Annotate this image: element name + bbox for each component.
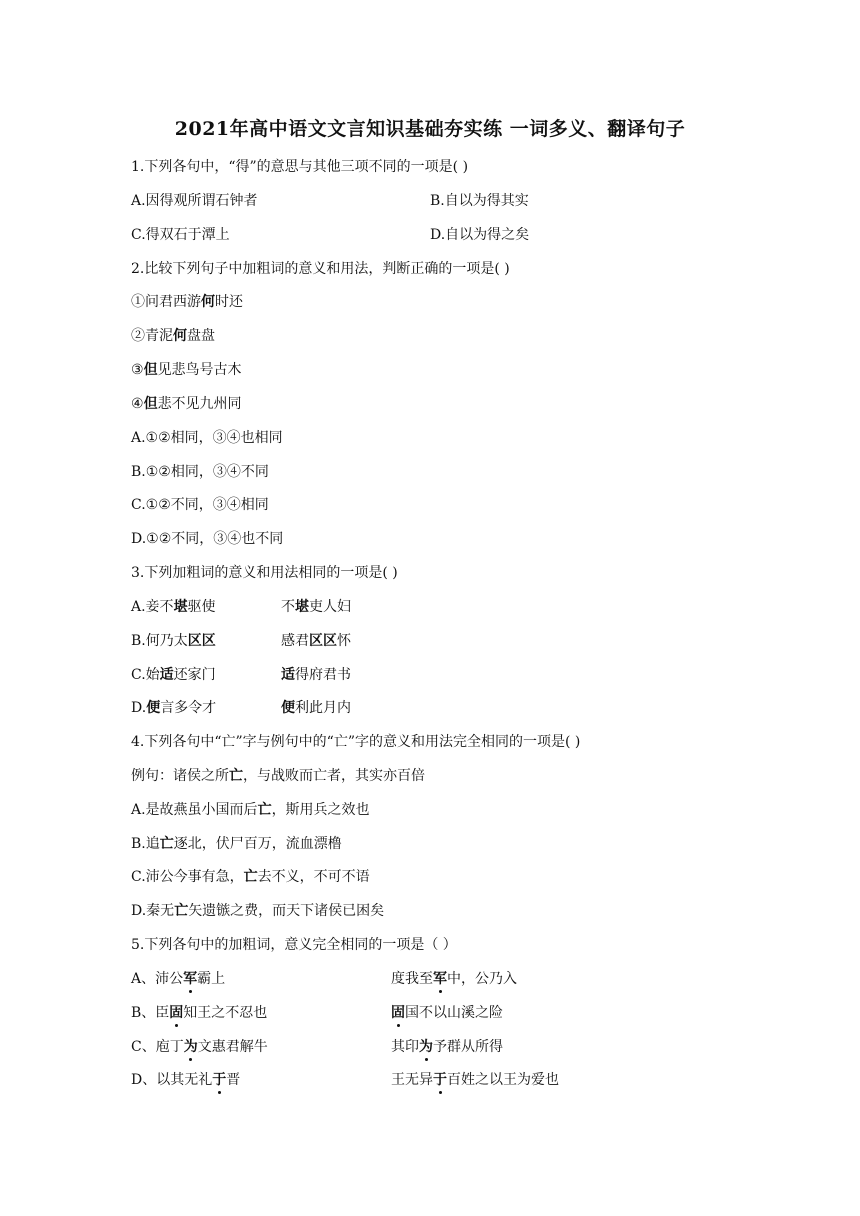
q3-option-a-right: 不堪吏人妇 <box>281 599 351 615</box>
q5-stem: 5.下列各句中的加粗词，意义完全相同的一项是（ ） <box>131 937 457 953</box>
q2-option-c: C.①②不同，③④相同 <box>131 497 269 513</box>
q5-option-c-right: 其印为予群从所得 <box>391 1039 503 1055</box>
q3-option-d-right: 便利此月内 <box>281 700 351 716</box>
q2-option-d: D.①②不同，③④也不同 <box>131 531 284 547</box>
q4-option-b: B.追亡逐北，伏尸百万，流血漂橹 <box>131 836 342 852</box>
q2-sentence-4: ④但悲不见九州同 <box>131 396 242 412</box>
q5-option-d-left: D、以其无礼于晋 <box>131 1072 241 1088</box>
q2-sentence-1: ①问君西游何时还 <box>131 294 243 310</box>
q5-option-b-left: B、臣固知王之不忍也 <box>131 1005 268 1021</box>
q3-option-c-left: C.始适还家门 <box>131 667 216 683</box>
q2-sentence-2: ②青泥何盘盘 <box>131 328 215 344</box>
q4-option-c: C.沛公今事有急，亡去不义，不可不语 <box>131 869 370 885</box>
q3-option-a-left: A.妾不堪驱使 <box>131 599 216 615</box>
q4-option-a: A.是故燕虽小国而后亡，斯用兵之效也 <box>131 802 370 818</box>
q4-example: 例句：诸侯之所亡，与战败而亡者，其实亦百倍 <box>131 768 425 784</box>
q5-option-a-right: 度我至军中，公乃入 <box>391 971 517 987</box>
q3-option-c-right: 适得府君书 <box>281 667 351 683</box>
q1-stem: 1.下列各句中，“得”的意思与其他三项不同的一项是( ) <box>131 159 469 175</box>
q5-option-d-right: 王无异于百姓之以王为爱也 <box>391 1072 559 1088</box>
q3-stem: 3.下列加粗词的意义和用法相同的一项是( ) <box>131 565 398 581</box>
q1-option-b: B.自以为得其实 <box>430 193 529 209</box>
q5-option-a-left: A、沛公军霸上 <box>131 971 226 987</box>
q2-sentence-3: ③但见悲鸟号古木 <box>131 362 242 378</box>
q2-option-a: A.①②相同，③④也相同 <box>131 430 283 446</box>
q4-stem: 4.下列各句中“亡”字与例句中的“亡”字的意义和用法完全相同的一项是( ) <box>131 734 581 750</box>
document-title: 2021年高中语文文言知识基础夯实练 一词多义、翻译句子 <box>174 118 686 140</box>
q1-option-c: C.得双石于潭上 <box>131 227 230 243</box>
q4-option-d: D.秦无亡矢遗镞之费，而天下诸侯已困矣 <box>131 903 385 919</box>
q2-stem: 2.比较下列句子中加粗词的意义和用法，判断正确的一项是( ) <box>131 261 510 277</box>
q5-option-c-left: C、庖丁为文惠君解牛 <box>131 1039 268 1055</box>
q3-option-b-right: 感君区区怀 <box>281 633 351 649</box>
q1-option-d: D.自以为得之矣 <box>430 227 530 243</box>
q1-option-a: A.因得观所谓石钟者 <box>131 193 258 209</box>
q3-option-d-left: D.便言多令才 <box>131 700 217 716</box>
q2-option-b: B.①②相同，③④不同 <box>131 464 269 480</box>
q3-option-b-left: B.何乃太区区 <box>131 633 216 649</box>
q5-option-b-right: 固国不以山溪之险 <box>391 1005 503 1021</box>
